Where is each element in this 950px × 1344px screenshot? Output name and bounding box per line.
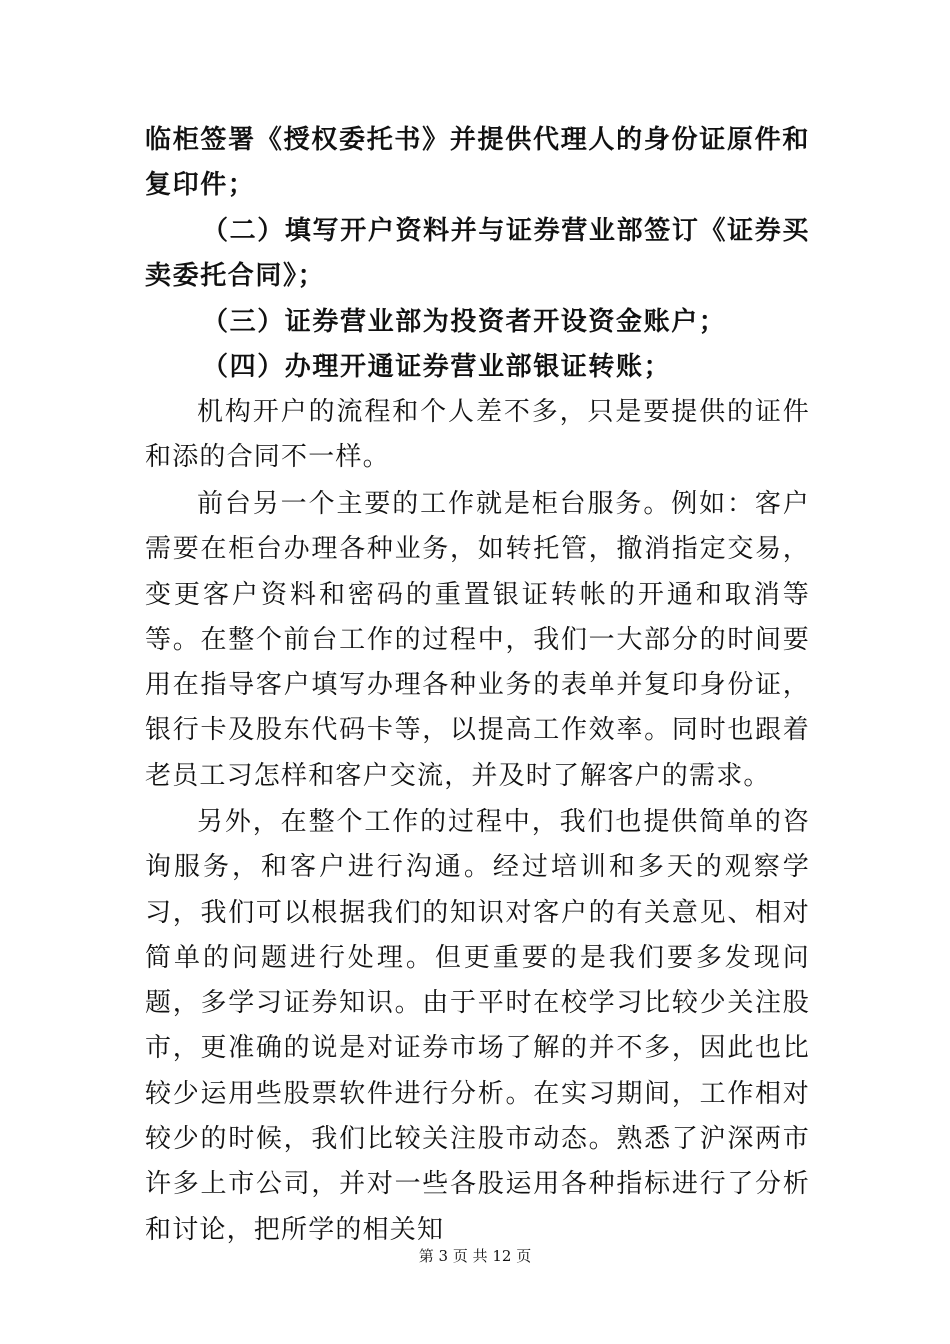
paragraph-step-two: （二）填写开户资料并与证券营业部签订《证券买卖委托合同》；: [145, 216, 810, 292]
page-number-footer: 第 3 页 共 12 页: [418, 1247, 532, 1265]
paragraph-institution-account: 机构开户的流程和个人差不多，只是要提供的证件和添的合同不一样。: [145, 397, 810, 473]
paragraph-consulting-service: 另外，在整个工作的过程中，我们也提供简单的咨询服务，和客户进行沟通。经过培训和多天的观察学习，我们可以根据我们的知识对客户的有关意见、相对简单的问题进行处理。但更重要的是我们要多发现问题，多学习证券知识。由于平时在校学习比较少关注股市，更准确的说是对证券市场了解的并不多，因此也比较少运用些股票软件进行分析。在实习期间，工作相对较少的时候，我们比较关注股市动态。熟悉了沪深两市许多上市公司，并对一些各股运用各种指标进行了分析和讨论，把所学的相关知: [145, 807, 810, 1245]
paragraph-counter-service: 前台另一个主要的工作就是柜台服务。例如：客户需要在柜台办理各种业务，如转托管，撤消指定交易，变更客户资料和密码的重置银证转帐的开通和取消等等。在整个前台工作的过程中，我们一大部分的时间要用在指导客户填写办理各种业务的表单并复印身份证，银行卡及股东代码卡等，以提高工作效率。同时也跟着老员工习怎样和客户交流，并及时了解客户的需求。: [145, 489, 810, 791]
paragraph-step-four: （四）办理开通证券营业部银证转账；: [202, 352, 672, 382]
paragraph-continued-authorization: 临柜签署《授权委托书》并提供代理人的身份证原件和复印件；: [145, 125, 810, 201]
paragraph-step-three: （三）证券营业部为投资者开设资金账户；: [202, 307, 727, 337]
